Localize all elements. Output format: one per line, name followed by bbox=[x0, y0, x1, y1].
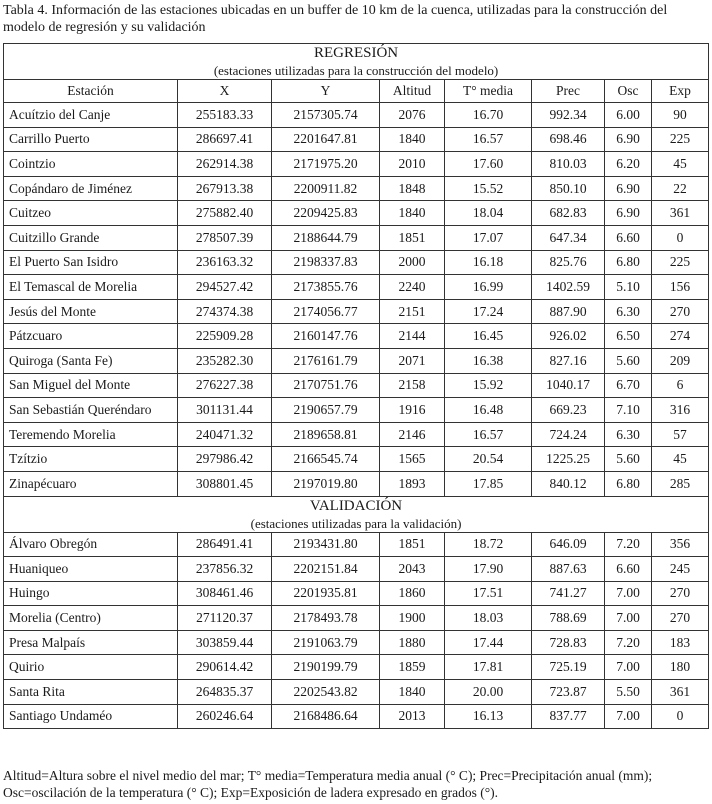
table-cell: 262914.38 bbox=[178, 152, 272, 177]
table-cell: 2013 bbox=[380, 704, 445, 729]
table-row bbox=[4, 176, 709, 201]
column-header-row bbox=[4, 80, 709, 103]
table-cell: 2190657.79 bbox=[272, 398, 380, 423]
table-cell: 308801.45 bbox=[178, 471, 272, 496]
table-cell: 237856.32 bbox=[178, 557, 272, 582]
section-header-regresion bbox=[4, 44, 709, 80]
station-name-cell: Cuitzillo Grande bbox=[4, 225, 178, 250]
table-cell: 22 bbox=[652, 176, 709, 201]
table-cell: 810.03 bbox=[532, 152, 605, 177]
table-cell: 2166545.74 bbox=[272, 447, 380, 472]
section-header-validacion bbox=[4, 496, 709, 532]
table-cell: 2043 bbox=[380, 557, 445, 582]
station-name-cell: Copándaro de Jiménez bbox=[4, 176, 178, 201]
table-cell: 2174056.77 bbox=[272, 299, 380, 324]
table-cell: 647.34 bbox=[532, 225, 605, 250]
table-cell: 2202543.82 bbox=[272, 680, 380, 705]
table-row bbox=[4, 201, 709, 226]
table-cell: 270 bbox=[652, 299, 709, 324]
table-cell: 255183.33 bbox=[178, 103, 272, 128]
table-row bbox=[4, 630, 709, 655]
station-name-cell: Santa Rita bbox=[4, 680, 178, 705]
table-cell: 20.54 bbox=[445, 447, 532, 472]
table-cell: 45 bbox=[652, 447, 709, 472]
table-cell: 788.69 bbox=[532, 606, 605, 631]
table-cell: 669.23 bbox=[532, 398, 605, 423]
table-cell: 1916 bbox=[380, 398, 445, 423]
table-cell: 7.10 bbox=[605, 398, 652, 423]
table-cell: 17.90 bbox=[445, 557, 532, 582]
table-row bbox=[4, 373, 709, 398]
table-row bbox=[4, 250, 709, 275]
table-cell: 2000 bbox=[380, 250, 445, 275]
table-cell: 2190199.79 bbox=[272, 655, 380, 680]
table-cell: 825.76 bbox=[532, 250, 605, 275]
section-title: VALIDACIÓN bbox=[309, 497, 403, 514]
table-row bbox=[4, 422, 709, 447]
station-name-cell: San Sebastián Queréndaro bbox=[4, 398, 178, 423]
table-cell: 1840 bbox=[380, 680, 445, 705]
table-cell: 275882.40 bbox=[178, 201, 272, 226]
column-header: Estación bbox=[4, 80, 178, 103]
table-cell: 270 bbox=[652, 581, 709, 606]
table-cell: 18.72 bbox=[445, 532, 532, 557]
table-cell: 16.57 bbox=[445, 127, 532, 152]
table-cell: 0 bbox=[652, 704, 709, 729]
table-cell: 6.30 bbox=[605, 299, 652, 324]
section-subtitle: (estaciones utilizadas para la validación) bbox=[250, 515, 462, 531]
table-cell: 16.70 bbox=[445, 103, 532, 128]
table-cell: 7.00 bbox=[605, 655, 652, 680]
table-cell: 274374.38 bbox=[178, 299, 272, 324]
stations-table bbox=[3, 43, 709, 729]
table-row bbox=[4, 324, 709, 349]
station-name-cell: Teremendo Morelia bbox=[4, 422, 178, 447]
table-cell: 2189658.81 bbox=[272, 422, 380, 447]
table-cell: 0 bbox=[652, 225, 709, 250]
table-cell: 2151 bbox=[380, 299, 445, 324]
table-row bbox=[4, 299, 709, 324]
table-row bbox=[4, 471, 709, 496]
table-cell: 274 bbox=[652, 324, 709, 349]
table-cell: 1040.17 bbox=[532, 373, 605, 398]
table-cell: 1225.25 bbox=[532, 447, 605, 472]
table-cell: 183 bbox=[652, 630, 709, 655]
table-cell: 17.81 bbox=[445, 655, 532, 680]
table-row bbox=[4, 532, 709, 557]
section-subtitle: (estaciones utilizadas para la construcción del modelo) bbox=[213, 63, 499, 78]
table-cell: 16.13 bbox=[445, 704, 532, 729]
table-cell: 16.45 bbox=[445, 324, 532, 349]
table-cell: 850.10 bbox=[532, 176, 605, 201]
table-cell: 1900 bbox=[380, 606, 445, 631]
table-cell: 7.00 bbox=[605, 606, 652, 631]
table-cell: 5.60 bbox=[605, 348, 652, 373]
table-cell: 2209425.83 bbox=[272, 201, 380, 226]
table-cell: 17.85 bbox=[445, 471, 532, 496]
table-cell: 17.24 bbox=[445, 299, 532, 324]
table-cell: 837.77 bbox=[532, 704, 605, 729]
table-row bbox=[4, 680, 709, 705]
table-cell: 2173855.76 bbox=[272, 275, 380, 300]
table-cell: 6.00 bbox=[605, 103, 652, 128]
column-header: Osc bbox=[605, 80, 652, 103]
table-cell: 2010 bbox=[380, 152, 445, 177]
table-cell: 7.00 bbox=[605, 581, 652, 606]
table-cell: 2178493.78 bbox=[272, 606, 380, 631]
table-cell: 723.87 bbox=[532, 680, 605, 705]
table-cell: 285 bbox=[652, 471, 709, 496]
table-cell: 276227.38 bbox=[178, 373, 272, 398]
table-cell: 1859 bbox=[380, 655, 445, 680]
table-cell: 225909.28 bbox=[178, 324, 272, 349]
table-cell: 725.19 bbox=[532, 655, 605, 680]
table-cell: 180 bbox=[652, 655, 709, 680]
table-cell: 6.50 bbox=[605, 324, 652, 349]
table-cell: 297986.42 bbox=[178, 447, 272, 472]
table-cell: 6.80 bbox=[605, 471, 652, 496]
station-name-cell: El Temascal de Morelia bbox=[4, 275, 178, 300]
table-cell: 286697.41 bbox=[178, 127, 272, 152]
table-cell: 209 bbox=[652, 348, 709, 373]
table-cell: 887.63 bbox=[532, 557, 605, 582]
table-cell: 90 bbox=[652, 103, 709, 128]
table-cell: 992.34 bbox=[532, 103, 605, 128]
station-name-cell: Álvaro Obregón bbox=[4, 532, 178, 557]
table-cell: 5.60 bbox=[605, 447, 652, 472]
table-cell: 15.92 bbox=[445, 373, 532, 398]
table-cell: 16.48 bbox=[445, 398, 532, 423]
station-name-cell: El Puerto San Isidro bbox=[4, 250, 178, 275]
table-cell: 2198337.83 bbox=[272, 250, 380, 275]
table-cell: 17.51 bbox=[445, 581, 532, 606]
section-title: REGRESIÓN bbox=[313, 45, 399, 61]
table-cell: 2201935.81 bbox=[272, 581, 380, 606]
table-cell: 2188644.79 bbox=[272, 225, 380, 250]
station-name-cell: Huaniqueo bbox=[4, 557, 178, 582]
table-cell: 2146 bbox=[380, 422, 445, 447]
table-cell: 236163.32 bbox=[178, 250, 272, 275]
station-name-cell: Pátzcuaro bbox=[4, 324, 178, 349]
table-cell: 301131.44 bbox=[178, 398, 272, 423]
table-cell: 1848 bbox=[380, 176, 445, 201]
table-cell: 2197019.80 bbox=[272, 471, 380, 496]
table-cell: 271120.37 bbox=[178, 606, 272, 631]
table-cell: 2160147.76 bbox=[272, 324, 380, 349]
table-row bbox=[4, 398, 709, 423]
table-cell: 926.02 bbox=[532, 324, 605, 349]
table-cell: 1402.59 bbox=[532, 275, 605, 300]
table-cell: 6 bbox=[652, 373, 709, 398]
station-name-cell: Carrillo Puerto bbox=[4, 127, 178, 152]
table-cell: 18.03 bbox=[445, 606, 532, 631]
table-row bbox=[4, 606, 709, 631]
table-cell: 303859.44 bbox=[178, 630, 272, 655]
table-cell: 6.70 bbox=[605, 373, 652, 398]
table-cell: 361 bbox=[652, 680, 709, 705]
table-cell: 2201647.81 bbox=[272, 127, 380, 152]
table-cell: 225 bbox=[652, 250, 709, 275]
table-cell: 2240 bbox=[380, 275, 445, 300]
table-cell: 20.00 bbox=[445, 680, 532, 705]
table-cell: 264835.37 bbox=[178, 680, 272, 705]
table-cell: 361 bbox=[652, 201, 709, 226]
table-cell: 6.30 bbox=[605, 422, 652, 447]
table-cell: 235282.30 bbox=[178, 348, 272, 373]
table-cell: 2176161.79 bbox=[272, 348, 380, 373]
table-cell: 5.50 bbox=[605, 680, 652, 705]
table-cell: 724.24 bbox=[532, 422, 605, 447]
table-cell: 6.20 bbox=[605, 152, 652, 177]
table-cell: 1840 bbox=[380, 127, 445, 152]
station-name-cell: Acuítzio del Canje bbox=[4, 103, 178, 128]
table-cell: 1565 bbox=[380, 447, 445, 472]
station-name-cell: San Miguel del Monte bbox=[4, 373, 178, 398]
column-header: Y bbox=[272, 80, 380, 103]
table-cell: 1860 bbox=[380, 581, 445, 606]
table-cell: 2144 bbox=[380, 324, 445, 349]
table-row bbox=[4, 557, 709, 582]
table-cell: 316 bbox=[652, 398, 709, 423]
table-cell: 286491.41 bbox=[178, 532, 272, 557]
table-cell: 698.46 bbox=[532, 127, 605, 152]
table-cell: 6.80 bbox=[605, 250, 652, 275]
table-cell: 240471.32 bbox=[178, 422, 272, 447]
table-cell: 2158 bbox=[380, 373, 445, 398]
table-cell: 7.00 bbox=[605, 704, 652, 729]
table-cell: 278507.39 bbox=[178, 225, 272, 250]
table-cell: 1840 bbox=[380, 201, 445, 226]
table-cell: 2071 bbox=[380, 348, 445, 373]
station-name-cell: Zinapécuaro bbox=[4, 471, 178, 496]
table-cell: 356 bbox=[652, 532, 709, 557]
table-cell: 6.90 bbox=[605, 201, 652, 226]
table-cell: 267913.38 bbox=[178, 176, 272, 201]
station-name-cell: Cuitzeo bbox=[4, 201, 178, 226]
table-cell: 2076 bbox=[380, 103, 445, 128]
table-cell: 6.90 bbox=[605, 127, 652, 152]
station-name-cell: Presa Malpaís bbox=[4, 630, 178, 655]
station-name-cell: Morelia (Centro) bbox=[4, 606, 178, 631]
table-cell: 741.27 bbox=[532, 581, 605, 606]
station-name-cell: Jesús del Monte bbox=[4, 299, 178, 324]
table-cell: 2202151.84 bbox=[272, 557, 380, 582]
station-name-cell: Tzítzio bbox=[4, 447, 178, 472]
table-row bbox=[4, 225, 709, 250]
table-cell: 2191063.79 bbox=[272, 630, 380, 655]
table-cell: 290614.42 bbox=[178, 655, 272, 680]
table-cell: 6.90 bbox=[605, 176, 652, 201]
table-cell: 646.09 bbox=[532, 532, 605, 557]
table-cell: 16.99 bbox=[445, 275, 532, 300]
table-cell: 1851 bbox=[380, 225, 445, 250]
station-name-cell: Santiago Undaméo bbox=[4, 704, 178, 729]
table-cell: 156 bbox=[652, 275, 709, 300]
table-cell: 17.60 bbox=[445, 152, 532, 177]
table-row bbox=[4, 348, 709, 373]
table-cell: 260246.64 bbox=[178, 704, 272, 729]
table-cell: 294527.42 bbox=[178, 275, 272, 300]
table-cell: 6.60 bbox=[605, 557, 652, 582]
station-name-cell: Quirio bbox=[4, 655, 178, 680]
table-cell: 1851 bbox=[380, 532, 445, 557]
station-name-cell: Quiroga (Santa Fe) bbox=[4, 348, 178, 373]
table-cell: 5.10 bbox=[605, 275, 652, 300]
table-cell: 270 bbox=[652, 606, 709, 631]
table-cell: 245 bbox=[652, 557, 709, 582]
table-cell: 7.20 bbox=[605, 630, 652, 655]
table-cell: 17.07 bbox=[445, 225, 532, 250]
table-cell: 728.83 bbox=[532, 630, 605, 655]
table-row bbox=[4, 127, 709, 152]
table-cell: 17.44 bbox=[445, 630, 532, 655]
table-cell: 16.38 bbox=[445, 348, 532, 373]
table-cell: 887.90 bbox=[532, 299, 605, 324]
column-header: Prec bbox=[532, 80, 605, 103]
table-cell: 6.60 bbox=[605, 225, 652, 250]
table-row bbox=[4, 103, 709, 128]
table-footnote: Altitud=Altura sobre el nivel medio del mar; T° media=Temperatura media anual (° C); Prec=Precipitación anual (mm); Osc=oscilación de la temperatura (° C); Exp=Exposición de ladera expresado en grados (°). bbox=[3, 768, 653, 800]
table-cell: 18.04 bbox=[445, 201, 532, 226]
table-cell: 1893 bbox=[380, 471, 445, 496]
table-cell: 2200911.82 bbox=[272, 176, 380, 201]
table-row bbox=[4, 655, 709, 680]
station-name-cell: Huingo bbox=[4, 581, 178, 606]
column-header: Altitud bbox=[380, 80, 445, 103]
table-cell: 16.57 bbox=[445, 422, 532, 447]
table-cell: 682.83 bbox=[532, 201, 605, 226]
table-cell: 2157305.74 bbox=[272, 103, 380, 128]
column-header: X bbox=[178, 80, 272, 103]
table-cell: 16.18 bbox=[445, 250, 532, 275]
table-row bbox=[4, 152, 709, 177]
table-cell: 57 bbox=[652, 422, 709, 447]
table-cell: 15.52 bbox=[445, 176, 532, 201]
table-cell: 2168486.64 bbox=[272, 704, 380, 729]
table-row bbox=[4, 447, 709, 472]
column-header: T° media bbox=[445, 80, 532, 103]
table-cell: 2193431.80 bbox=[272, 532, 380, 557]
table-cell: 308461.46 bbox=[178, 581, 272, 606]
table-row bbox=[4, 581, 709, 606]
table-row bbox=[4, 704, 709, 729]
table-cell: 2171975.20 bbox=[272, 152, 380, 177]
table-cell: 7.20 bbox=[605, 532, 652, 557]
table-row bbox=[4, 275, 709, 300]
table-cell: 1880 bbox=[380, 630, 445, 655]
station-name-cell: Cointzio bbox=[4, 152, 178, 177]
table-cell: 827.16 bbox=[532, 348, 605, 373]
table-caption: Tabla 4. Información de las estaciones ubicadas en un buffer de 10 km de la cuenca, utilizadas para la construcción del modelo de regresión y su validación bbox=[3, 3, 668, 35]
table-cell: 840.12 bbox=[532, 471, 605, 496]
table-cell: 45 bbox=[652, 152, 709, 177]
column-header: Exp bbox=[652, 80, 709, 103]
table-cell: 2170751.76 bbox=[272, 373, 380, 398]
table-cell: 225 bbox=[652, 127, 709, 152]
